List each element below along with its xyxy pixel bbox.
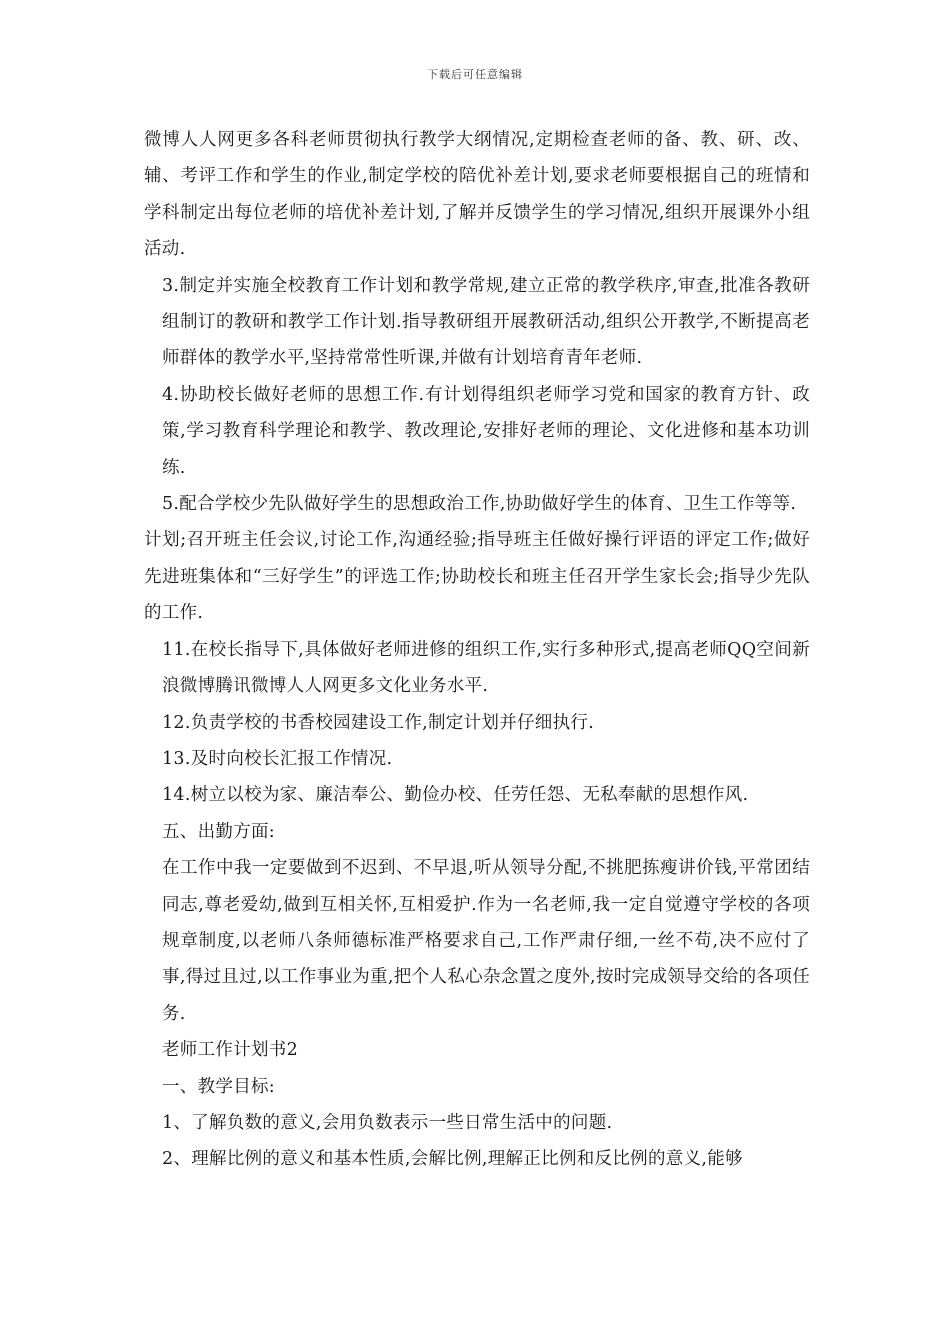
paragraph-1: 微博人人网更多各科老师贯彻执行教学大纲情况,定期检查老师的备、教、研、改、辅、考评工作和学生的作业,制定学校的陪优补差计划,要求老师要根据自己的班情和学科制定出每位老师的培优补差计划,了解并反馈学生的学习情况,组织开展课外小组活动. [144, 130, 810, 260]
section-heading-teaching-goals: 一、教学目标: [162, 1076, 275, 1097]
section-heading-attendance: 五、出勤方面: [162, 821, 275, 842]
page-header-note: 下载后可任意编辑 [427, 68, 523, 81]
document-body [144, 122, 810, 1178]
paragraph-item-14: 14.树立以校为家、廉洁奉公、勤俭办校、任劳任怨、无私奉献的思想作风. [162, 785, 749, 806]
paragraph-goal-2: 2、理解比例的意义和基本性质,会解比例,理解正比例和反比例的意义,能够 [162, 1149, 743, 1170]
paragraph-item-12: 12.负责学校的书香校园建设工作,制定计划并仔细执行. [162, 712, 595, 733]
paragraph-item-3: 3.制定并实施全校教育工作计划和教学常规,建立正常的教学秩序,审查,批准各教研组制订的教研和教学工作计划.指导教研组开展教研活动,组织公开教学,不断提高老师群体的教学水平,坚持常常性听课,并做有计划培育青年老师. [162, 275, 810, 369]
paragraph-item-11: 11.在校长指导下,具体做好老师进修的组织工作,实行多种形式,提高老师QQ空间新浪微博腾讯微博人人网更多文化业务水平. [162, 639, 810, 697]
paragraph-item-5: 5.配合学校少先队做好学生的思想政治工作,协助做好学生的体育、卫生工作等等. [162, 494, 797, 515]
paragraph-attendance: 在工作中我一定要做到不迟到、不早退,听从领导分配,不挑肥拣瘦讲价钱,平常团结同志,尊老爱幼,做到互相关怀,互相爱护.作为一名老师,我一定自觉遵守学校的各项规章制度,以老师八条师德标准严格要求自己,工作严肃仔细,一丝不苟,决不应付了事,得过且过,以工作事业为重,把个人私心杂念置之度外,按时完成领导交给的各项任务. [162, 858, 810, 1024]
paragraph-item-4: 4.协助校长做好老师的思想工作.有计划得组织老师学习党和国家的教育方针、政策,学习教育科学理论和教学、教改理论,安排好老师的理论、文化进修和基本功训练. [162, 384, 810, 478]
paragraph-class-teacher: 计划;召开班主任会议,讨论工作,沟通经验;指导班主任做好操行评语的评定工作;做好先进班集体和“三好学生”的评选工作;协助校长和班主任召开学生家长会;指导少先队的工作. [144, 530, 810, 624]
paragraph-goal-1: 1、了解负数的意义,会用负数表示一些日常生活中的问题. [162, 1112, 613, 1133]
paragraph-item-13: 13.及时向校长汇报工作情况. [162, 748, 393, 769]
document-subtitle: 老师工作计划书2 [162, 1040, 299, 1061]
